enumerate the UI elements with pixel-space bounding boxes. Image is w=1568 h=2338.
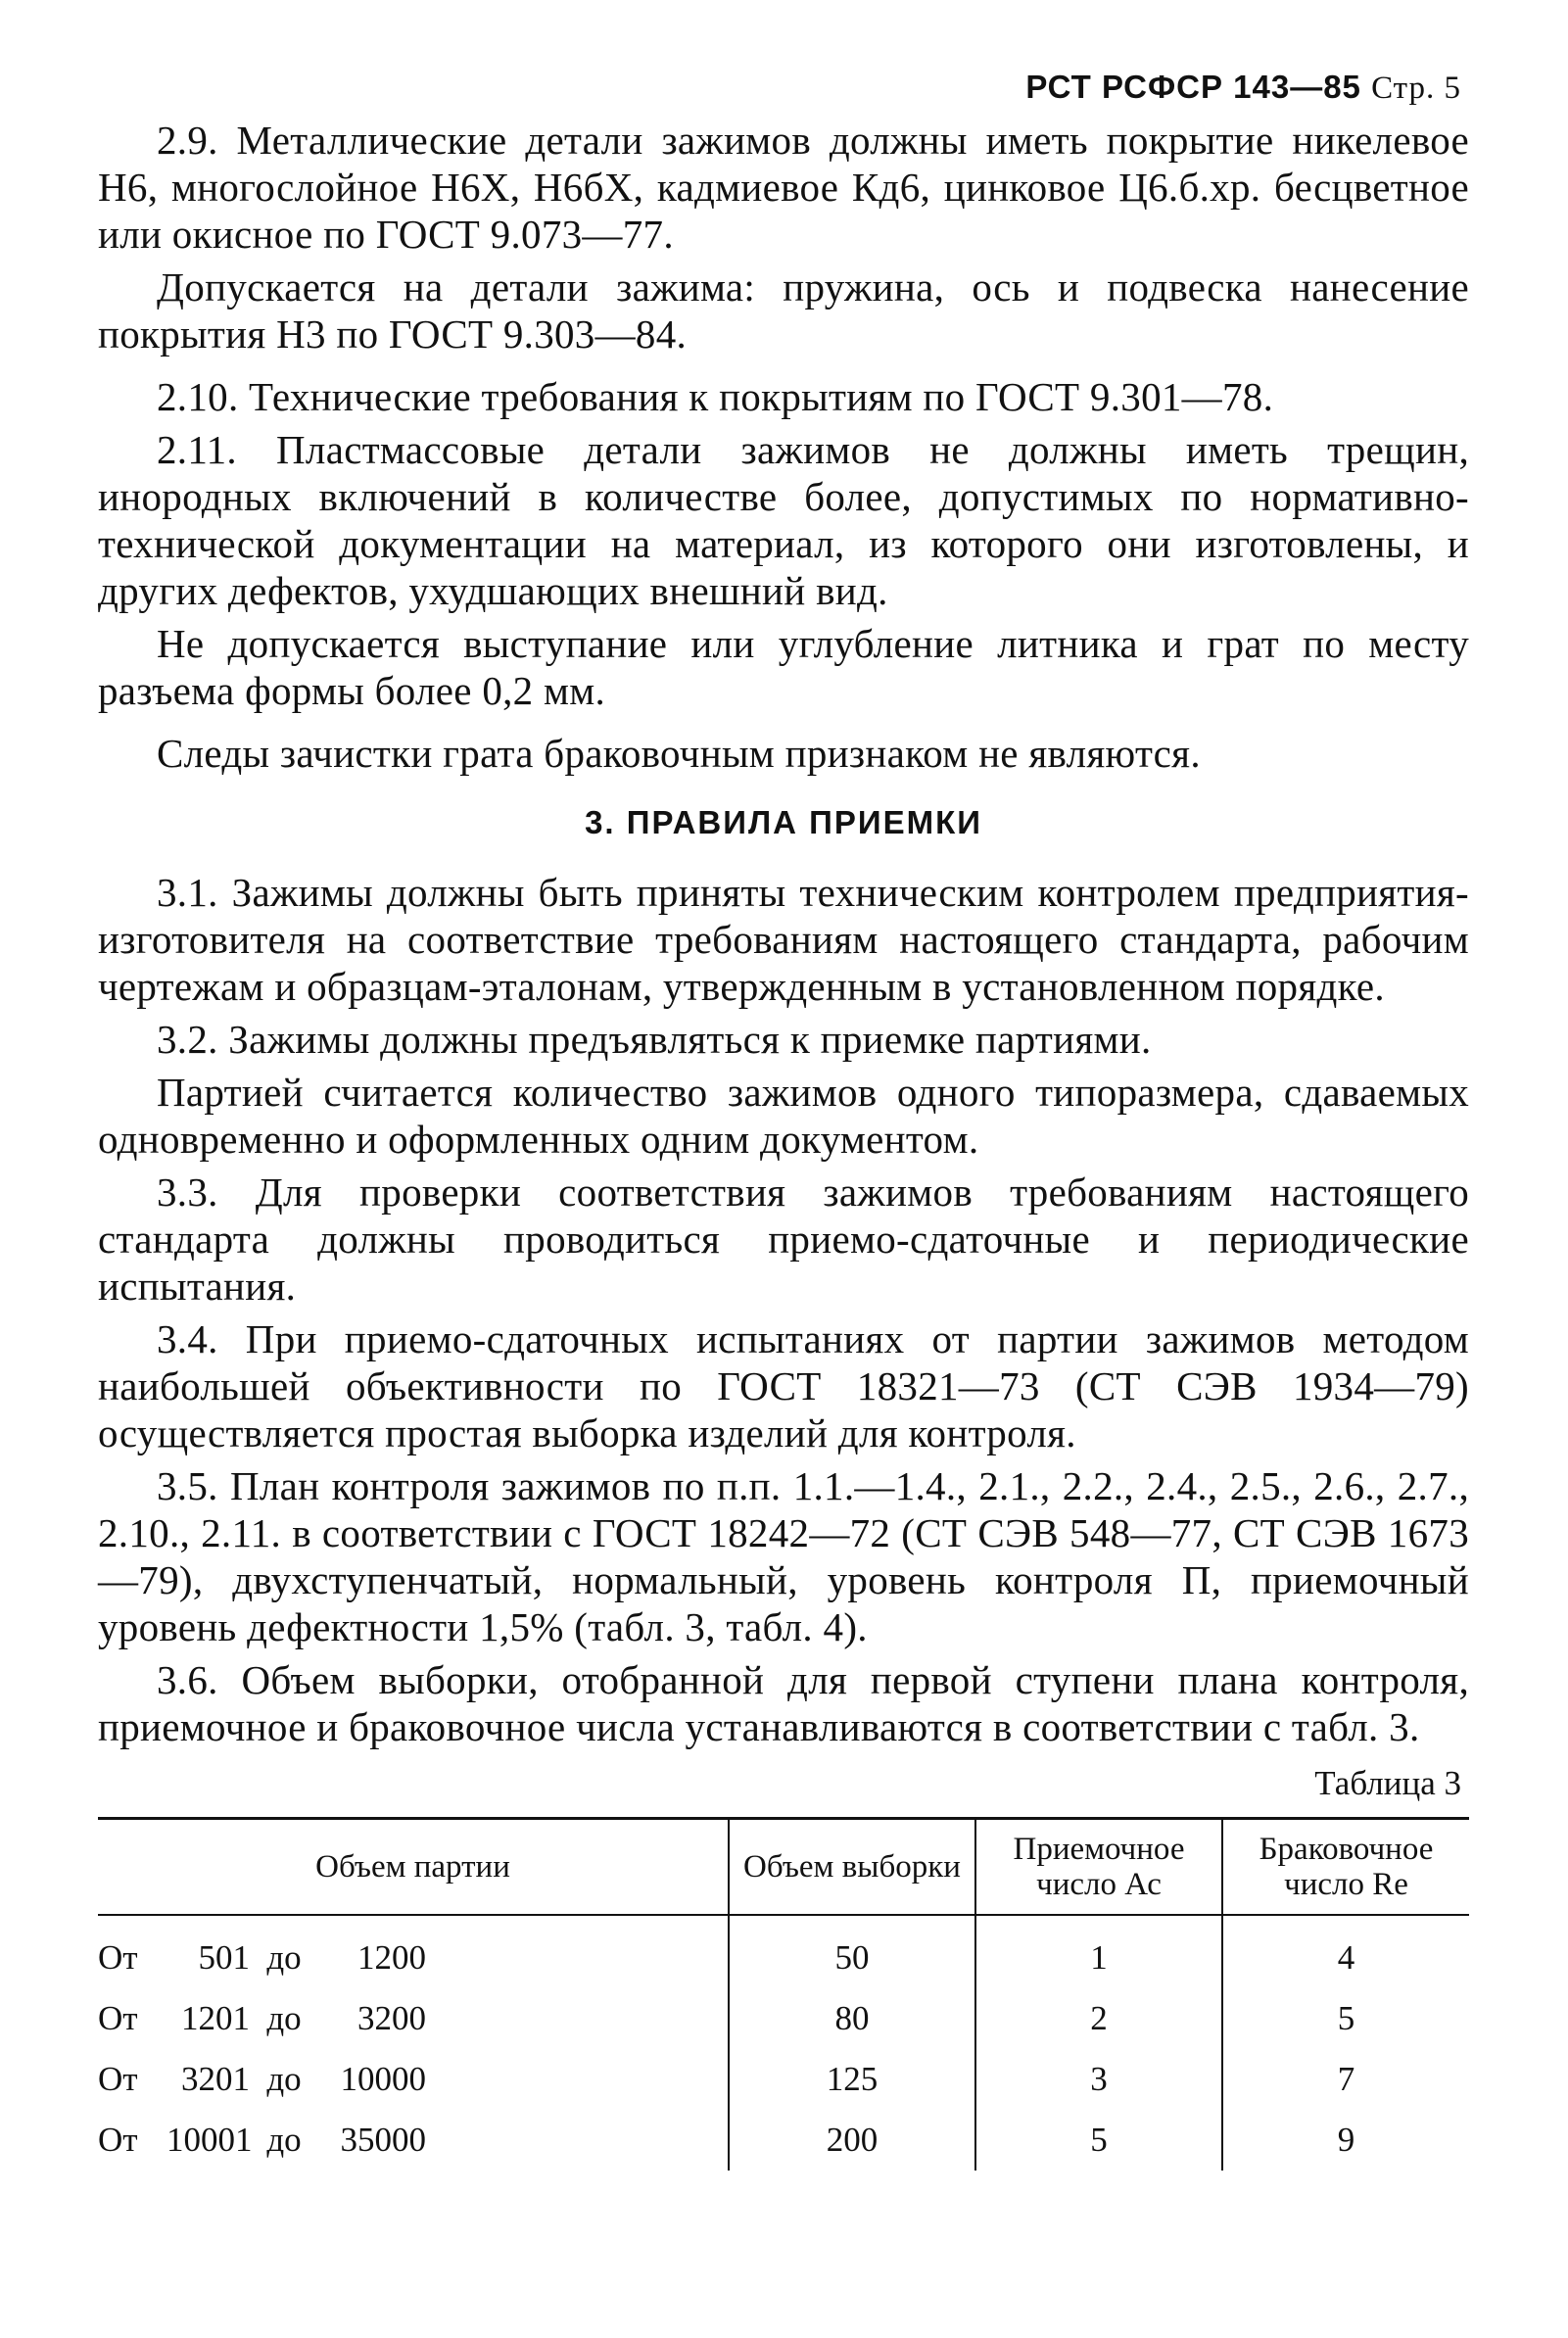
paragraph-3-2: 3.2. Зажимы должны предъявляться к приемке партиями.: [157, 1017, 1152, 1062]
table-caption: Таблица 3: [1314, 1764, 1461, 1802]
reject-number-cell: 4: [1222, 1915, 1469, 1988]
header-accept-number: Приемочное число Ас: [975, 1819, 1222, 1916]
range-from: 3201: [181, 2060, 250, 2098]
document-page: [98, 69, 1469, 2171]
range-from: 501: [198, 1938, 250, 1977]
range-to-word: до: [266, 1938, 302, 1977]
table-header-row: [98, 1819, 1469, 1916]
table-row: [98, 1988, 1469, 2049]
table-row: [98, 2049, 1469, 2110]
lot-range-cell: [98, 2110, 729, 2171]
header-reject-number: Браковочное число Re: [1222, 1819, 1469, 1916]
lot-range-cell: [98, 2049, 729, 2110]
reject-number-cell: 9: [1222, 2110, 1469, 2171]
page-number: Стр. 5: [1371, 71, 1461, 106]
range-prefix: От: [98, 1999, 138, 2037]
table-row: [98, 2110, 1469, 2171]
header-lot-size: Объем партии: [98, 1819, 729, 1916]
paragraph-2-11-traces: Следы зачистки грата браковочным признаком не являются.: [157, 731, 1201, 776]
paragraph-2-11-sprue: Не допускается выступание или углубление литника и грат по месту разъема формы более 0,2 мм.: [98, 621, 1469, 713]
range-to-word: до: [266, 2060, 302, 2098]
reject-number-cell: 5: [1222, 1988, 1469, 2049]
page-header: [98, 69, 1469, 107]
range-from: 10001: [166, 2121, 253, 2159]
range-prefix: От: [98, 1938, 138, 1977]
paragraph-2-9: 2.9. Металлические детали зажимов должны иметь покрытие никелевое Н6, многослойное Н6Х, Н6бХ, кадмиевое Кд6, цинковое Ц6.б.хр. бесцветное или окисное по ГОСТ 9.073—77.: [98, 118, 1469, 257]
paragraph-2-10: 2.10. Технические требования к покрытиям по ГОСТ 9.301—78.: [157, 374, 1274, 419]
doc-id: РСТ РСФСР 143—85: [1025, 69, 1361, 105]
paragraph-2-9-note: Допускается на детали зажима: пружина, ось и подвеска нанесение покрытия Н3 по ГОСТ 9.303—84.: [98, 264, 1469, 357]
paragraph-3-6: 3.6. Объем выборки, отобранной для первой ступени плана контроля, приемочное и браковочное числа устанавливаются в соответствии с табл. 3.: [98, 1657, 1469, 1749]
accept-number-cell: 3: [975, 2049, 1222, 2110]
sampling-table: [98, 1817, 1469, 2171]
table-row: [98, 1915, 1469, 1988]
paragraph-3-1: 3.1. Зажимы должны быть приняты техническим контролем предприятия-изготовителя на соответствие требованиям настоящего стандарта, рабочим чертежам и образцам-эталонам, утвержденным в установленном порядке.: [98, 870, 1469, 1009]
header-sample-size: Объем выборки: [729, 1819, 975, 1916]
range-to: 10000: [340, 2060, 426, 2098]
accept-number-cell: 1: [975, 1915, 1222, 1988]
paragraph-3-4: 3.4. При приемо-сдаточных испытаниях от партии зажимов методом наибольшей объективности по ГОСТ 18321—73 (СТ СЭВ 1934—79) осуществляется простая выборка изделий для контроля.: [98, 1316, 1469, 1455]
paragraph-3-2-lot: Партией считается количество зажимов одного типоразмера, сдаваемых одновременно и оформленных одним документом.: [98, 1070, 1469, 1162]
paragraph-3-5: 3.5. План контроля зажимов по п.п. 1.1.—1.4., 2.1., 2.2., 2.4., 2.5., 2.6., 2.7., 2.10., 2.11. в соответствии с ГОСТ 18242—72 (СТ СЭВ 548—77, СТ СЭВ 1673—79), двухступенчатый, нормальный, уровень контроля П, приемочный уровень дефектности 1,5% (табл. 3, табл. 4).: [98, 1463, 1469, 1649]
section-title: 3. ПРАВИЛА ПРИЕМКИ: [585, 804, 982, 840]
reject-number-cell: 7: [1222, 2049, 1469, 2110]
accept-number-cell: 2: [975, 1988, 1222, 2049]
range-to: 1200: [357, 1938, 426, 1977]
range-to-word: до: [266, 1999, 302, 2037]
range-prefix: От: [98, 2121, 138, 2159]
range-to: 35000: [340, 2121, 426, 2159]
accept-number-cell: 5: [975, 2110, 1222, 2171]
range-to-word: до: [266, 2121, 302, 2159]
sample-size-cell: 80: [729, 1988, 975, 2049]
paragraph-2-11: 2.11. Пластмассовые детали зажимов не должны иметь трещин, инородных включений в количестве более, допустимых по нормативно-технической документации на материал, из которого они изготовлены, и других дефектов, ухудшающих внешний вид.: [98, 427, 1469, 613]
range-prefix: От: [98, 2060, 138, 2098]
range-from: 1201: [181, 1999, 250, 2037]
lot-range-cell: [98, 1988, 729, 2049]
sample-size-cell: 200: [729, 2110, 975, 2171]
sample-size-cell: 125: [729, 2049, 975, 2110]
lot-range-cell: [98, 1915, 729, 1988]
paragraph-3-3: 3.3. Для проверки соответствия зажимов требованиям настоящего стандарта должны проводиться приемо-сдаточные и периодические испытания.: [98, 1169, 1469, 1309]
sample-size-cell: 50: [729, 1915, 975, 1988]
range-to: 3200: [357, 1999, 426, 2037]
